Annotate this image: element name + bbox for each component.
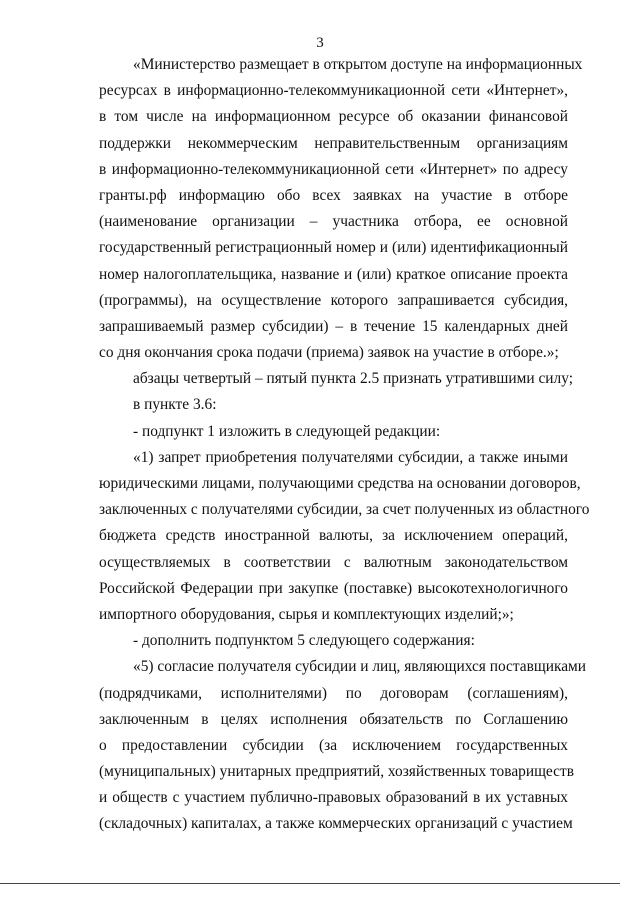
paragraph-line: «1) запрет приобретения получателями субсидии, а также иными [133, 448, 568, 466]
paragraph-line: номер налогоплательщика, название и (или) краткое описание проекта [99, 265, 568, 283]
paragraph-line: бюджета средств иностранной валюты, за исключением операций, [99, 527, 568, 545]
page-number: 3 [316, 35, 324, 51]
document-body [99, 52, 590, 838]
paragraph-line: - дополнить подпунктом 5 следующего содержания: [133, 632, 475, 650]
paragraph-line: «5) согласие получателя субсидии и лиц, являющихся поставщиками [133, 658, 587, 676]
paragraph-line: заключенных с получателями субсидии, за счет полученных из областного [99, 501, 590, 519]
paragraph-line: осуществляемых в соответствии с валютным законодательством [99, 553, 568, 571]
paragraph-line: в информационно-телекоммуникационной сети «Интернет» по адресу [99, 160, 568, 178]
paragraph-line: (муниципальных) унитарных предприятий, хозяйственных товариществ [99, 763, 574, 781]
footer-divider [0, 883, 620, 884]
paragraph-line: в пункте 3.6: [133, 396, 217, 414]
paragraph-line: (складочных) капиталах, а также коммерческих организаций с участием [99, 815, 573, 833]
paragraph-line: заключенным в целях исполнения обязательств по Соглашению [99, 710, 568, 728]
paragraph-line: поддержки некоммерческим неправительственным организациям [99, 134, 568, 152]
paragraph-line: государственный регистрационный номер и (или) идентификационный [99, 239, 568, 257]
paragraph-line: о предоставлении субсидии (за исключением государственных [99, 736, 568, 754]
paragraph-line: запрашиваемый размер субсидии) – в течение 15 календарных дней [99, 317, 568, 335]
paragraph-line: импортного оборудования, сырья и комплектующих изделий;»; [99, 605, 514, 623]
paragraph-line: гранты.рф информацию обо всех заявках на участие в отборе [99, 186, 568, 204]
paragraph-line: со дня окончания срока подачи (приема) заявок на участие в отборе.»; [99, 344, 559, 362]
paragraph-line: (наименование организации – участника отбора, ее основной [99, 213, 568, 231]
paragraph-line: (подрядчиками, исполнителями) по договорам (соглашениям), [99, 684, 568, 702]
paragraph-line: Российской Федерации при закупке (поставке) высокотехнологичного [99, 579, 568, 597]
paragraph-line: (программы), на осуществление которого запрашивается субсидия, [99, 291, 568, 309]
paragraph-line: в том числе на информационном ресурсе об оказании финансовой [99, 108, 568, 126]
paragraph-line: ресурсах в информационно-телекоммуникационной сети «Интернет», [99, 82, 568, 100]
paragraph-line: - подпункт 1 изложить в следующей редакции: [133, 422, 441, 440]
paragraph-line: «Министерство размещает в открытом доступе на информационных [133, 56, 583, 73]
paragraph-line: абзацы четвертый – пятый пункта 2.5 признать утратившими силу; [133, 370, 573, 388]
paragraph-line: и обществ с участием публично-правовых образований в их уставных [99, 789, 568, 807]
paragraph-line: юридическими лицами, получающими средства на основании договоров, [99, 475, 581, 492]
